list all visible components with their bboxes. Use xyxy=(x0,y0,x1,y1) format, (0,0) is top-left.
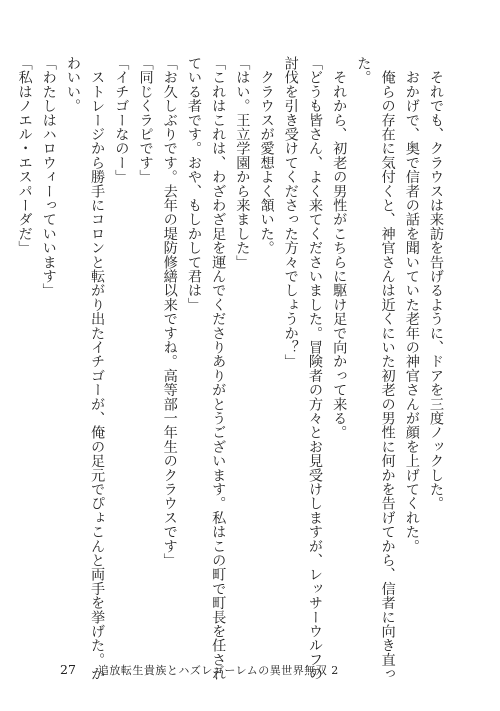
text-line: た。 xyxy=(355,56,372,85)
book-title: 追放転生貴族とハズレゴーレムの異世界無双 2 xyxy=(97,664,339,677)
text-line: 俺らの存在に気付くと、神官さんは近くにいた初老の男性に何かを告げてから、信者に向き直っ xyxy=(379,56,396,681)
text-line: 「わたしはハロウィーっていいます」 xyxy=(40,56,57,298)
text-line: ストレージから勝手にコロンと転がり出たイチゴーが、俺の足元でぴょこんと両手を挙げた。か xyxy=(89,56,106,681)
text-line: 「これはこれは、わざわざ足を運んでくださりありがとうございます。私はこの町で町長を任され xyxy=(210,56,227,681)
page-number: 27 xyxy=(60,662,76,677)
text-line: おかげで、奥で信者の話を聞いていた老年の神官さんが顔を上げてくれた。 xyxy=(403,56,420,553)
text-line: ている者です。おや、もしかして君は」 xyxy=(185,56,202,312)
page-footer xyxy=(60,660,339,680)
text-line: 「私はノエル・エスパーダだ」 xyxy=(16,56,33,255)
text-line: 「イチゴーなのー」 xyxy=(113,56,130,184)
text-line: それから、初老の男性がこちらに駆け足で向かって来る。 xyxy=(331,56,348,440)
text-line: 討伐を引き受けてくださった方々でしょうか？」 xyxy=(282,56,299,369)
text-line: 「はい。王立学園から来ました」 xyxy=(234,56,251,269)
text-line: 「お久しぶりです。去年の堤防修繕以来ですね。高等部一年生のクラウスです」 xyxy=(161,56,178,568)
text-line: 「どうも皆さん、よく来てくださいました。冒険者の方々とお見受けしますが、レッサーウルフの xyxy=(306,56,323,681)
text-line: クラウスが愛想よく頷いた。 xyxy=(258,56,275,255)
text-line: それでも、クラウスは来訪を告げるように、ドアを三度ノックした。 xyxy=(428,56,444,511)
text-line: 「同じくラピです」 xyxy=(137,56,154,184)
text-line: わいい。 xyxy=(64,56,81,113)
